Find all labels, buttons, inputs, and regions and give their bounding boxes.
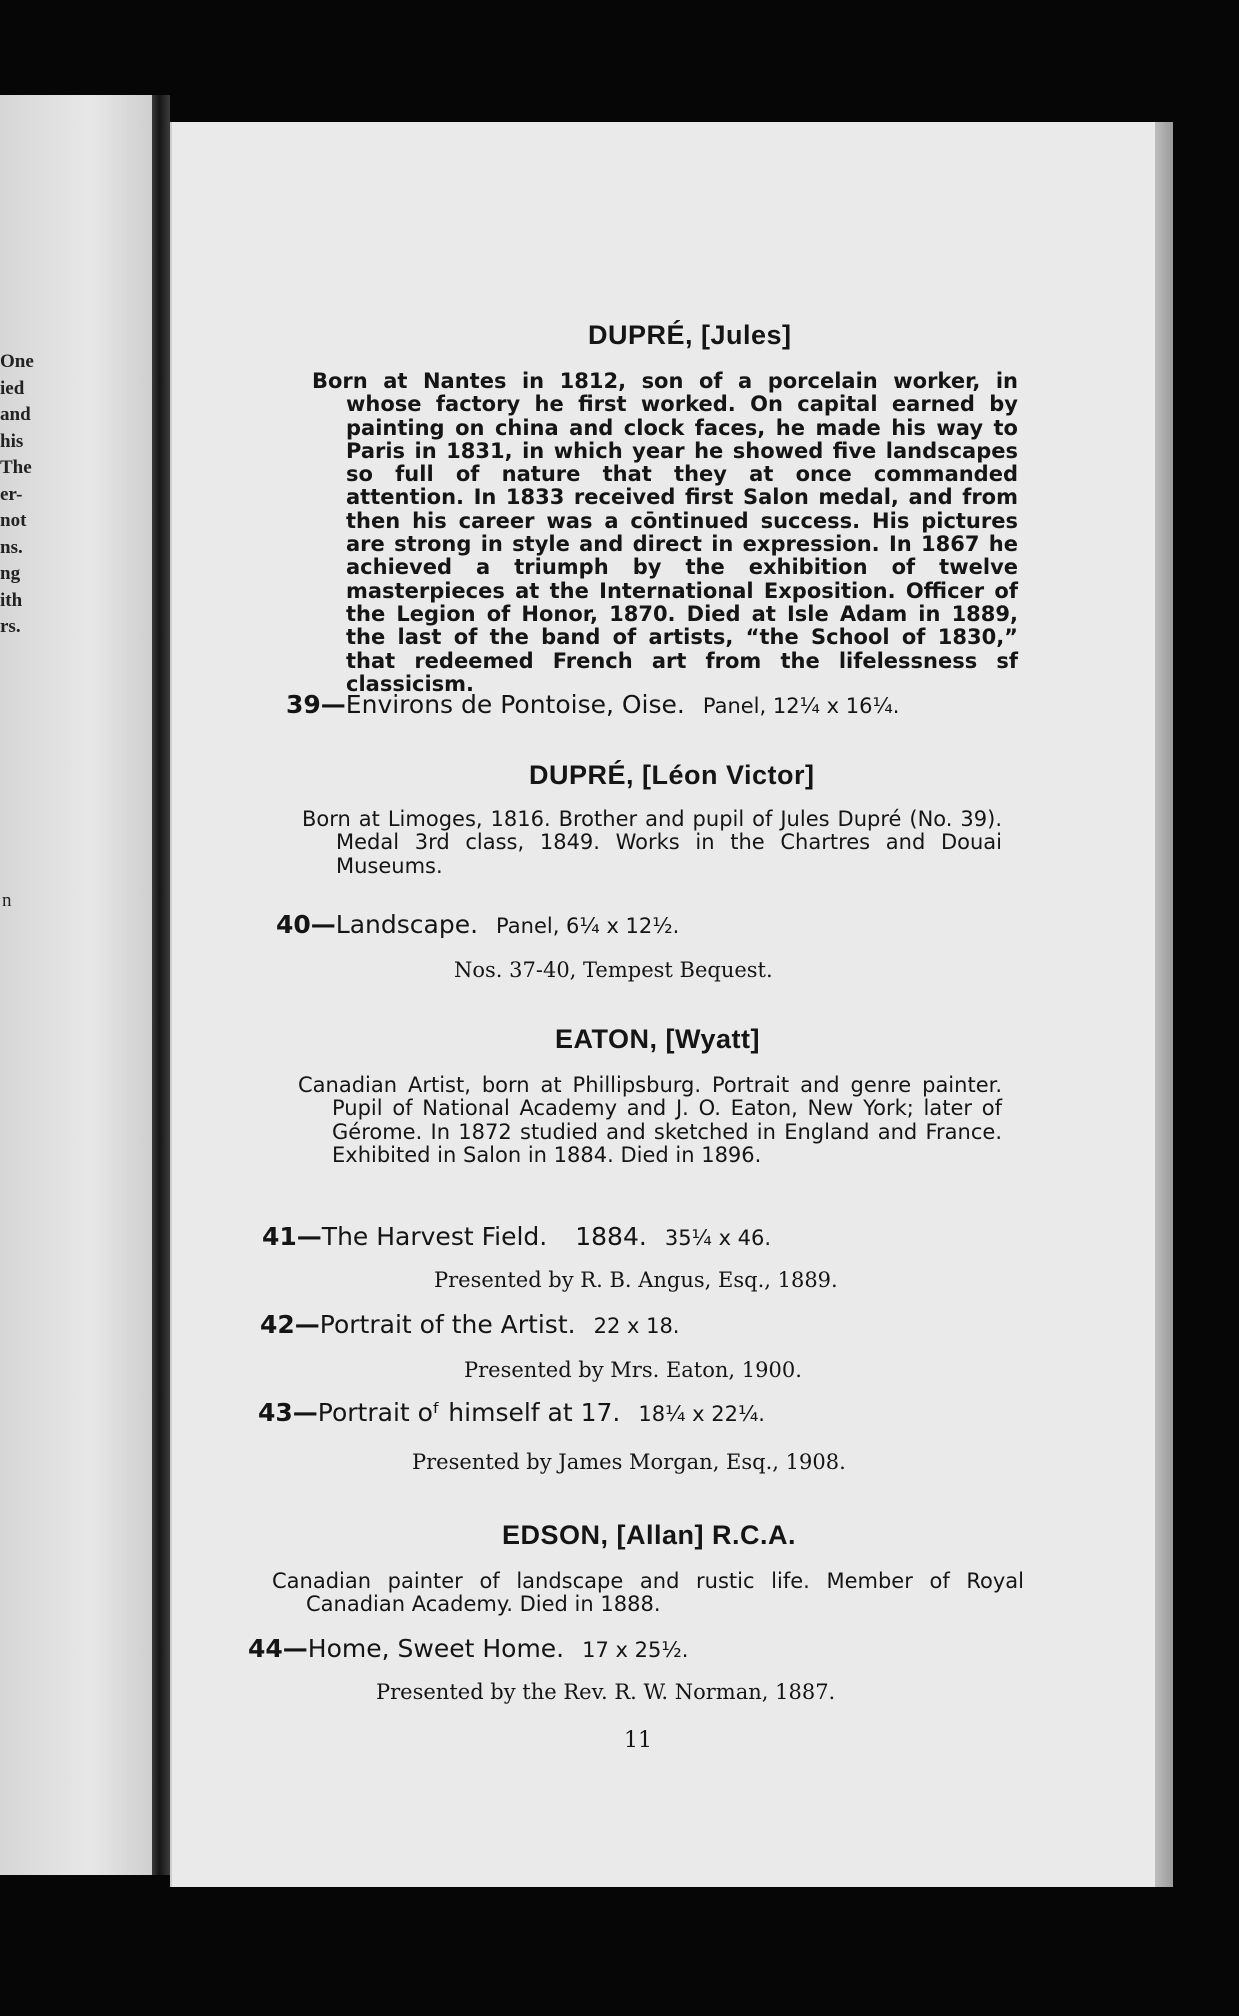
- entry-title: Home, Sweet Home.: [307, 1634, 565, 1663]
- left-fragment-lone: n: [2, 890, 12, 911]
- left-fragment-line: The: [0, 457, 32, 478]
- left-fragment-line: ns.: [0, 536, 23, 558]
- catalogue-entry-44: [248, 1634, 688, 1663]
- artist-heading-eaton-wyatt: EATON, [Wyatt]: [555, 1024, 761, 1054]
- book-gutter: [152, 95, 170, 1875]
- catalogue-entry-40: [276, 910, 679, 939]
- entry-number: 43—: [258, 1398, 318, 1427]
- entry-title: Environs de Pontoise, Oise.: [345, 690, 685, 719]
- left-fragment-line: ith: [0, 589, 23, 611]
- entry-dimensions: Panel, 12¼ x 16¼.: [702, 694, 900, 718]
- left-fragment-line: er-: [0, 483, 23, 505]
- entry-title: Portrait of the Artist.: [319, 1310, 576, 1339]
- catalogue-entry-43: [258, 1398, 765, 1427]
- catalogue-entry-39: [286, 690, 899, 719]
- artist-heading-dupre-jules: DUPRÉ, [Jules]: [588, 320, 792, 350]
- left-fragment-line: ng: [0, 563, 21, 584]
- entry-dimensions: 17 x 25½.: [582, 1638, 689, 1662]
- left-page-text-fragments: [0, 349, 40, 641]
- entry-dimensions: Panel, 6¼ x 12½.: [496, 914, 680, 938]
- entry-dimensions: 35¼ x 46.: [664, 1226, 772, 1250]
- entry-number: 41—: [262, 1222, 322, 1251]
- entry-title: The Harvest Field.: [321, 1222, 548, 1251]
- entry-dimensions: 18¼ x 22¼.: [638, 1402, 765, 1426]
- artist-heading-edson-allan: EDSON, [Allan] R.C.A.: [502, 1520, 797, 1550]
- entry-number: 39—: [286, 690, 346, 719]
- entry-number: 40—: [276, 910, 336, 939]
- page-edge: [1155, 122, 1173, 1887]
- left-fragment-line: One: [0, 351, 34, 372]
- entry-number: 44—: [248, 1634, 308, 1663]
- left-fragment-line: his: [0, 430, 24, 452]
- entry-note-norman: Presented by the Rev. R. W. Norman, 1887.: [376, 1680, 836, 1704]
- entry-note-angus: Presented by R. B. Angus, Esq., 1889.: [434, 1268, 838, 1292]
- left-facing-page: [0, 95, 152, 1875]
- catalogue-entry-42: [260, 1310, 679, 1339]
- entry-title: Landscape.: [335, 910, 479, 939]
- artist-heading-dupre-leon-victor: DUPRÉ, [Léon Victor]: [529, 760, 815, 790]
- catalogue-page: [170, 122, 1157, 1887]
- catalogue-entry-41: [262, 1222, 771, 1251]
- artist-bio-edson-allan: Canadian painter of landscape and rustic life. Member of Royal Canadian Academy. Died in 1888.: [272, 1569, 1024, 1617]
- left-fragment-line: ied: [0, 377, 25, 399]
- entry-year: 1884.: [575, 1222, 647, 1251]
- entry-note-tempest-bequest: Nos. 37-40, Tempest Bequest.: [454, 958, 773, 982]
- entry-title: Portrait oᶠ himself at 17.: [317, 1398, 621, 1427]
- left-fragment-line: rs.: [0, 616, 21, 637]
- left-fragment-line: not: [0, 510, 27, 531]
- left-fragment-line: and: [0, 404, 31, 425]
- artist-bio-eaton-wyatt: Canadian Artist, born at Phillipsburg. Portrait and genre painter. Pupil of National Academy and J. O. Eaton, New York; later of Gérome. In 1872 studied and sketched in England and France. Exhibited in Salon in 1884. Died in 1896.: [298, 1073, 1002, 1167]
- artist-bio-dupre-jules: Born at Nantes in 1812, son of a porcelain worker, in whose factory he first worked. On capital earned by painting on china and clock faces, he made his way to Paris in 1831, in which year he showed five landscapes so full of nature that they at once commanded attention. In 1833 received first Salon medal, and from then his career was a cōntinued success. His pictures are strong in style and direct in expression. In 1867 he achieved a triumph by the exhibition of twelve masterpieces at the International Exposition. Officer of the Legion of Honor, 1870. Died at Isle Adam in 1889, the last of the band of artists, “the School of 1830,” that redeemed French art from the lifelessness sf classicism.: [312, 369, 1018, 696]
- page-number: 11: [624, 1728, 652, 1753]
- entry-number: 42—: [260, 1310, 320, 1339]
- artist-bio-dupre-leon-victor: Born at Limoges, 1816. Brother and pupil of Jules Dupré (No. 39). Medal 3rd class, 1849. Works in the Chartres and Douai Museums.: [302, 807, 1002, 878]
- entry-dimensions: 22 x 18.: [593, 1314, 680, 1338]
- page-content: [172, 122, 1157, 1887]
- entry-note-morgan: Presented by James Morgan, Esq., 1908.: [412, 1450, 846, 1474]
- entry-note-mrs-eaton: Presented by Mrs. Eaton, 1900.: [464, 1358, 802, 1382]
